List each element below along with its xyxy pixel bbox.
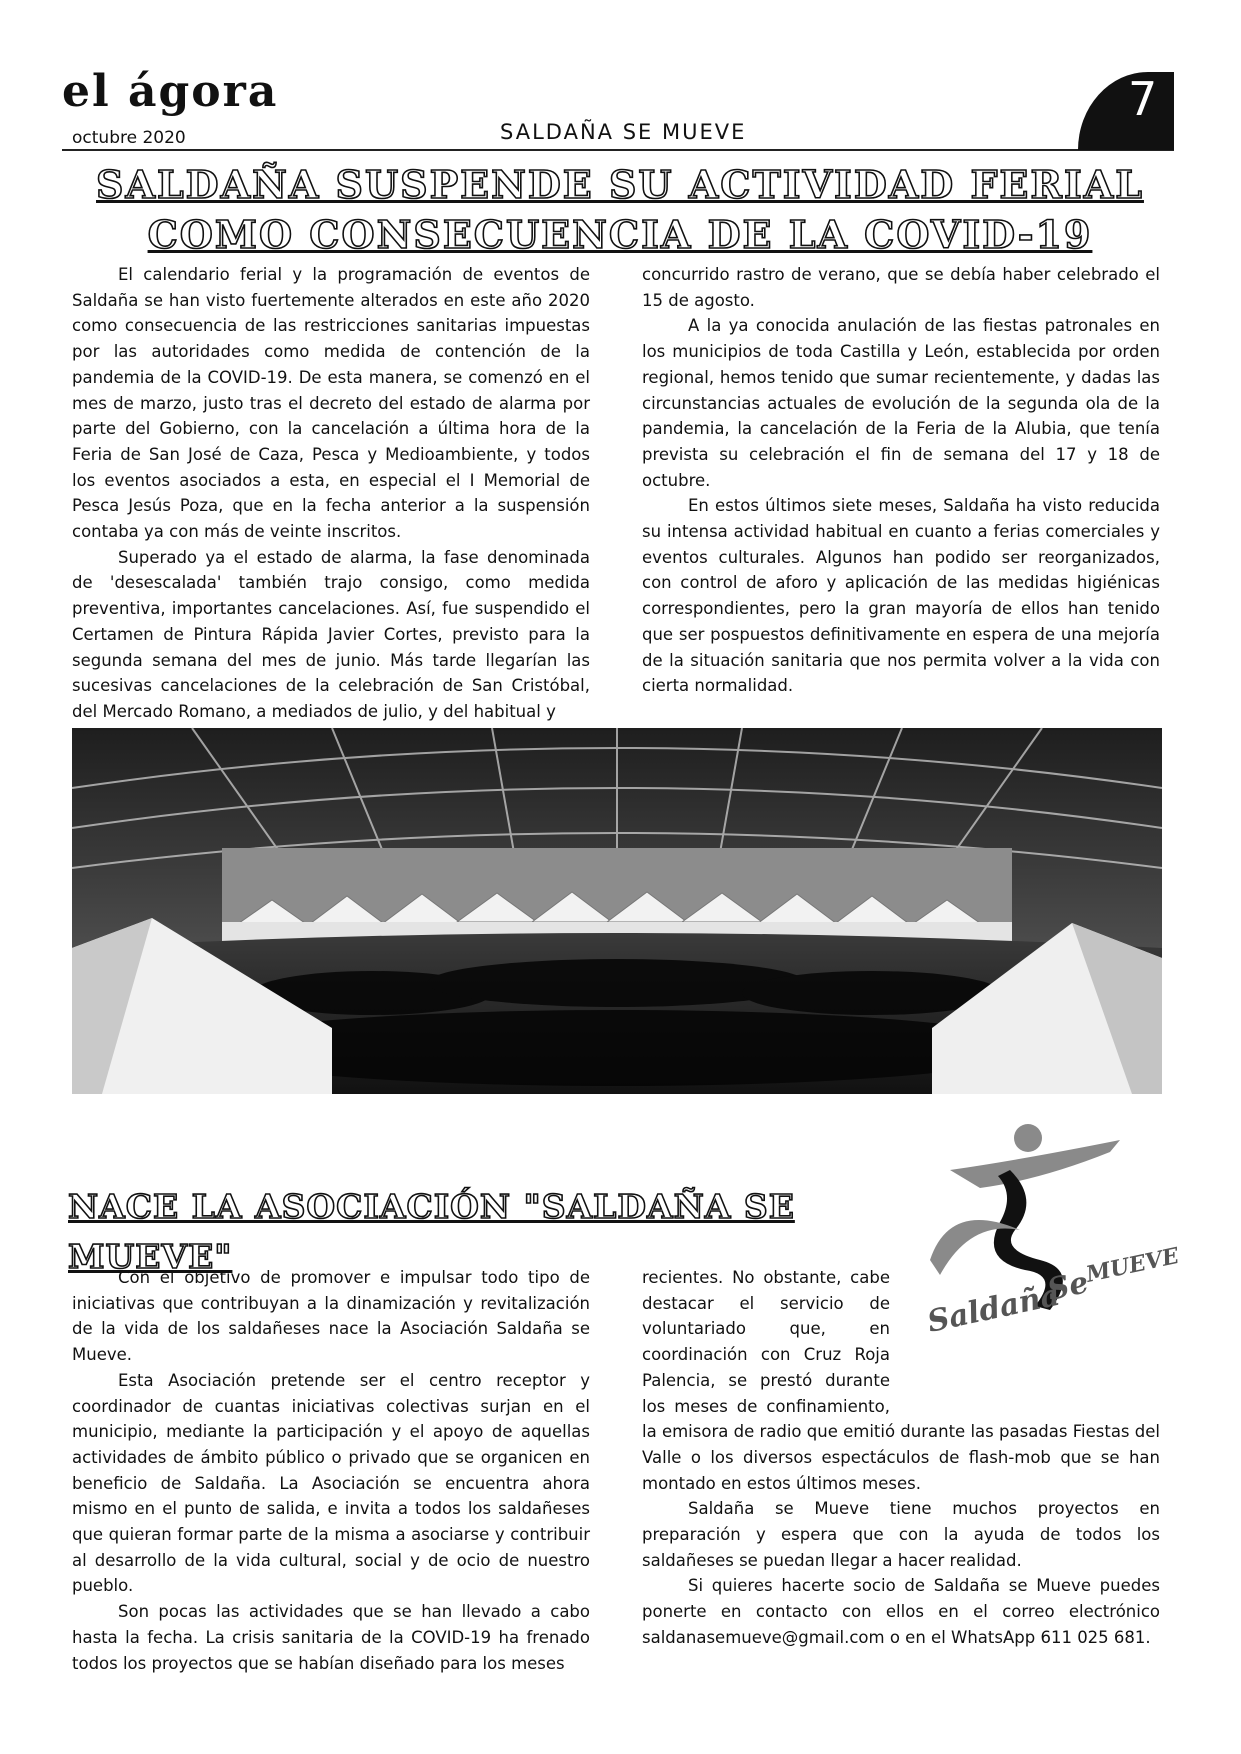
article1-headline-line2: COMO CONSECUENCIA DE LA COVID-19 bbox=[147, 212, 1093, 257]
article1-paragraph: El calendario ferial y la programación de eventos de Saldaña se han visto fuertemente alterados en este año 2020 como consecuencia de las restricciones sanitarias impuestas por las autoridades como medida de contención de la pandemia de la COVID-19. De esta manera, se comenzó en el mes de marzo, justo tras el decreto del estado de alarma por parte del Gobierno, con la cancelación a última hora de la Feria de San José de Caza, Pesca y Medioambiente, y todos los eventos asociados a esta, en especial el I Memorial de Pesca Jesús Poza, que en la fecha anterior a la suspensión contaba ya con más de veinte inscritos. bbox=[72, 265, 590, 542]
article2-paragraph: Si quieres hacerte socio de Saldaña se Mueve puedes ponerte en contacto con ellos en el correo electrónico saldanasemueve@gmail.com o en el WhatsApp 611 025 681. bbox=[642, 1576, 1160, 1647]
indoor-fair-hall-photo-icon bbox=[72, 728, 1162, 1094]
article1-paragraph: concurrido rastro de verano, que se debía haber celebrado el 15 de agosto. bbox=[642, 265, 1160, 310]
article2-paragraph: Esta Asociación pretende ser el centro receptor y coordinador de cuantas iniciativas colectivas surjan en el municipio, mediante la participación y el apoyo de aquellas actividades de ámbito público o privado que se organicen en beneficio de Saldaña. La Asociación se encuentra ahora mismo en el punto de salida, e invita a todos los saldañeses que quieran formar parte de la misma a asociarse y contribuir al desarrollo de la vida cultural, social y de ocio de nuestro pueblo. bbox=[72, 1370, 590, 1596]
article2-column-left bbox=[72, 1265, 590, 1676]
masthead: el ágora bbox=[62, 66, 279, 117]
article1-headline-line1: SALDAÑA SUSPENDE SU ACTIVIDAD FERIAL bbox=[96, 162, 1144, 207]
article1-headline bbox=[90, 160, 1150, 260]
article2-paragraph: Saldaña se Mueve tiene muchos proyectos en preparación y espera que con la ayuda de todos los saldañeses se puedan llegar a hacer realidad. bbox=[642, 1499, 1160, 1570]
article2-paragraph: Con el objetivo de promover e impulsar todo tipo de iniciativas que contribuyan a la dinamización y revitalización de la vida de los saldañeses nace la Asociación Saldaña se Mueve. bbox=[72, 1268, 590, 1365]
article1-column-left bbox=[72, 262, 590, 725]
logo-text-se: Se bbox=[1044, 1265, 1092, 1308]
article1-paragraph: Superado ya el estado de alarma, la fase denominada de 'desescalada' también trajo consigo, como medida preventiva, importantes cancelaciones. Así, fue suspendido el Certamen de Pintura Rápida Javier Cortes, previsto para la segunda semana del mes de junio. Más tarde llegarían las sucesivas cancelaciones de la celebración de San Cristóbal, del Mercado Romano, a mediados de julio, y del habitual y bbox=[72, 547, 590, 721]
running-figure-logo-icon bbox=[910, 1110, 1182, 1340]
article2-paragraph: recientes. No obstante, cabe destacar el servicio de voluntariado que, en coordinación con Cruz Roja Palencia, se prestó durante los meses de confinamiento, la emisora de radio que emitió durante las pasadas Fiestas del Valle o los diversos espectáculos de flash-mob que se han montado en estos últimos meses. bbox=[642, 1268, 1160, 1493]
article1-paragraph: En estos últimos siete meses, Saldaña ha visto reducida su intensa actividad habitual en cuanto a ferias comerciales y eventos culturales. Algunos han podido ser reorganizados, con control de aforo y aplicación de las medidas higiénicas correspondientes, pero la gran mayoría de ellos han tenido que ser pospuestos definitivamente en espera de una mejoría de la situación sanitaria que nos permita volver a la vida con cierta normalidad. bbox=[642, 496, 1160, 696]
article1-paragraph: A la ya conocida anulación de las fiestas patronales en los municipios de toda Castilla y León, establecida por orden regional, hemos tenido que sumar recientemente, y dadas las circunstancias actuales de evolución de la segunda ola de la pandemia, la cancelación de la Feria de la Alubia, que tenía prevista su celebración el fin de semana del 17 y 18 de octubre. bbox=[642, 316, 1160, 490]
logo-text-mueve: MUEVE bbox=[1083, 1242, 1182, 1288]
fair-hall-photo bbox=[72, 728, 1162, 1094]
logo-text-saldana: Saldaña bbox=[924, 1277, 1063, 1340]
article1-column-right bbox=[642, 262, 1160, 699]
header-rule bbox=[62, 149, 1174, 151]
article2-paragraph: Son pocas las actividades que se han llevado a cabo hasta la fecha. La crisis sanitaria de la COVID-19 ha frenado todos los proyectos que se habían diseñado para los meses bbox=[72, 1602, 590, 1673]
page-number-tab bbox=[1078, 72, 1174, 150]
saldana-se-mueve-logo bbox=[910, 1110, 1182, 1340]
page-number: 7 bbox=[1128, 72, 1158, 126]
issue-date: octubre 2020 bbox=[72, 128, 186, 148]
article2-headline: NACE LA ASOCIACIÓN "SALDAÑA SE MUEVE" bbox=[68, 1187, 795, 1276]
section-title: SALDAÑA SE MUEVE bbox=[500, 120, 747, 144]
